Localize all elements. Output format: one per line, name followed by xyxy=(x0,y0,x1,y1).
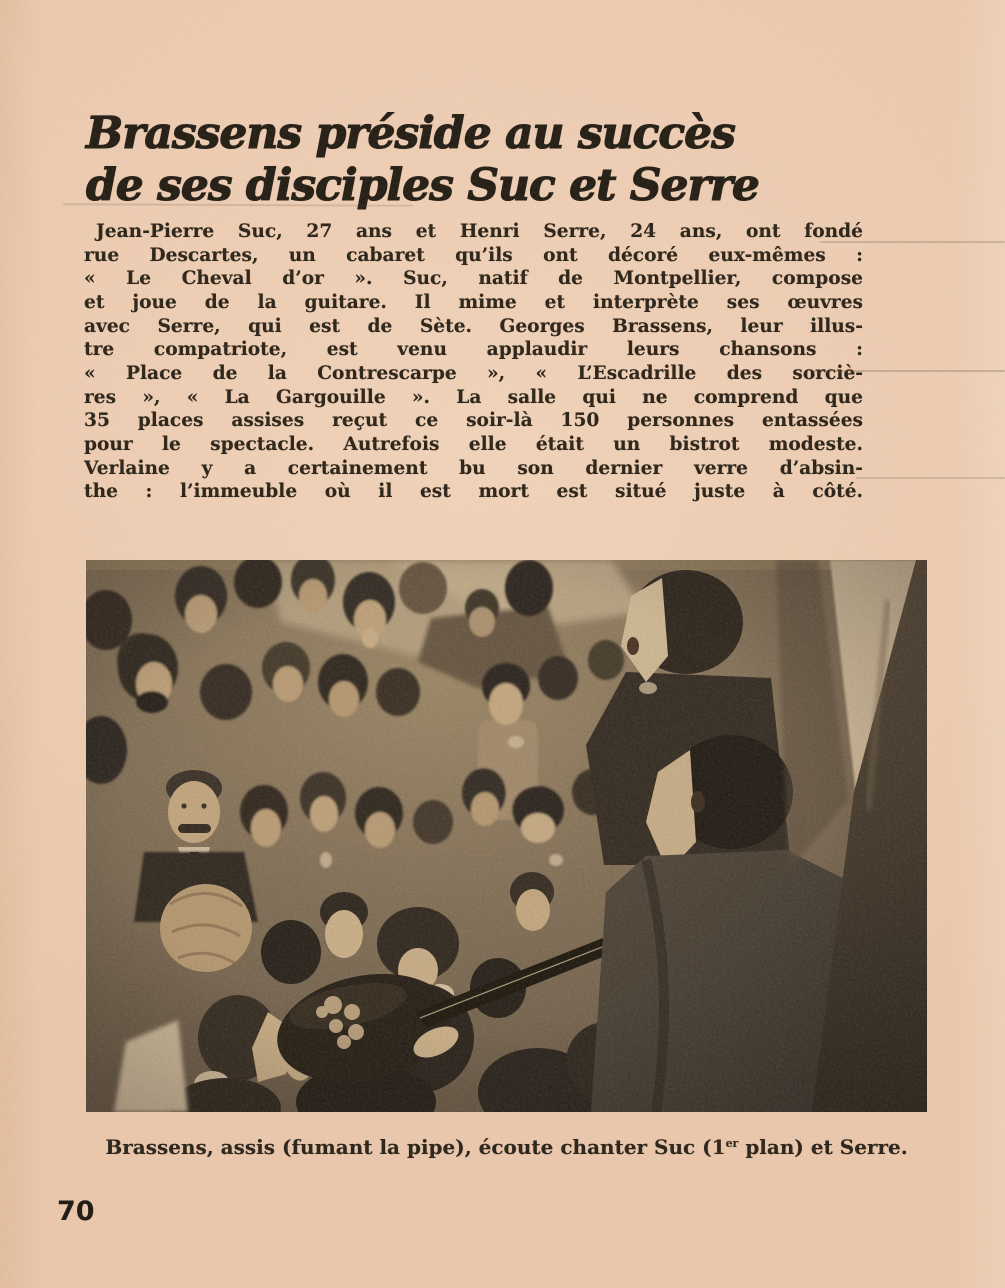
cabaret-photo-illustration xyxy=(86,560,927,1112)
body-line: the : l’immeuble où il est mort est situé juste à côté. xyxy=(84,481,863,503)
article-body xyxy=(84,220,863,504)
body-line: « Le Cheval d’or ». Suc, natif de Montpellier, compose xyxy=(84,268,863,290)
body-line: tre compatriote, est venu applaudir leurs chansons : xyxy=(84,339,863,361)
body-line: Verlaine y a certainement bu son dernier verre d’absin- xyxy=(84,457,863,479)
caption-numeral: 1 xyxy=(711,1135,726,1159)
page-number: 70 xyxy=(57,1196,95,1227)
article-headline xyxy=(86,108,759,212)
body-line: et joue de la guitare. Il mime et interprète ses œuvres xyxy=(84,291,863,313)
body-line: avec Serre, qui est de Sète. Georges Brassens, leur illus- xyxy=(84,315,863,337)
photo-caption xyxy=(86,1129,927,1162)
body-line: rue Descartes, un cabaret qu’ils ont décoré eux-mêmes : xyxy=(84,244,863,266)
body-line: 35 places assises reçut ce soir-là 150 personnes entassées xyxy=(84,410,863,432)
caption-text-after: plan) et Serre. xyxy=(738,1135,908,1159)
headline-line1: Brassens préside au succès xyxy=(86,108,735,159)
body-line: Jean-Pierre Suc, 27 ans et Henri Serre, 24 ans, ont fondé xyxy=(96,221,863,242)
caption-ordinal: er xyxy=(725,1137,739,1150)
cabaret-photo xyxy=(86,560,927,1112)
headline-line2: de ses disciples Suc et Serre xyxy=(86,160,759,211)
caption-text-before: Brassens, assis (fumant la pipe), écoute chanter Suc ( xyxy=(105,1135,712,1159)
body-line: pour le spectacle. Autrefois elle était un bistrot modeste. xyxy=(84,433,863,455)
body-line: « Place de la Contrescarpe », « L’Escadrille des sorciè- xyxy=(84,362,863,384)
body-line: res », « La Gargouille ». La salle qui ne comprend que xyxy=(84,386,863,408)
scan-scratch xyxy=(856,477,1005,479)
